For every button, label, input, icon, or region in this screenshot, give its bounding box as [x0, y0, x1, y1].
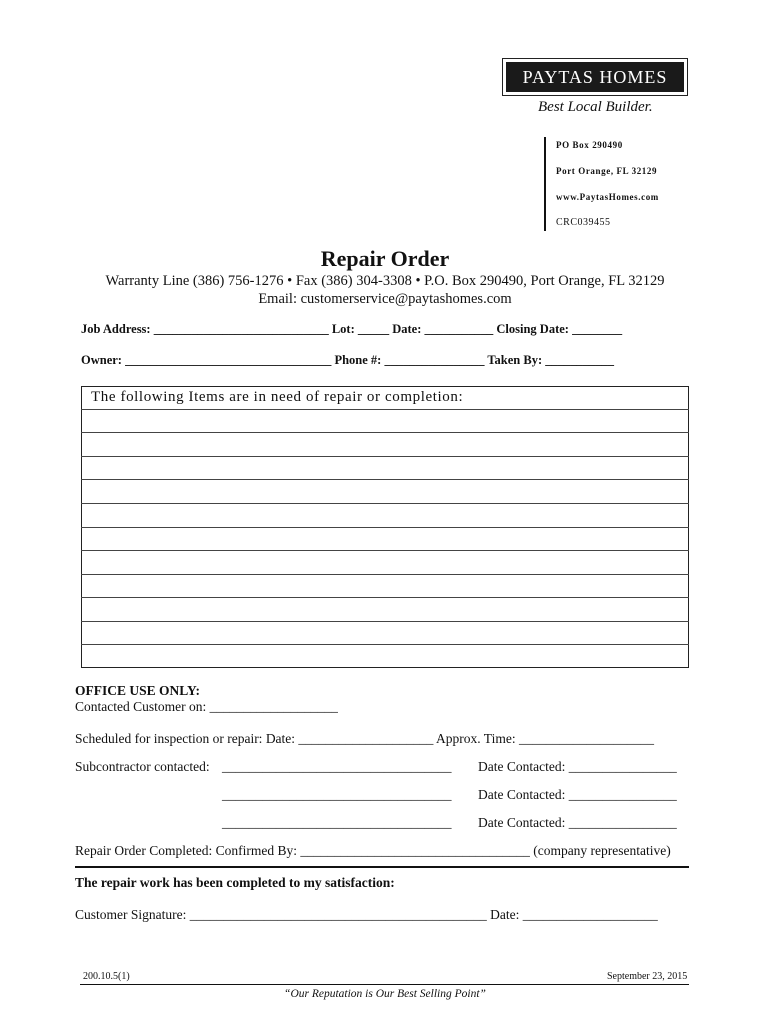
subcontractor-field[interactable]: __________________________________ [222, 759, 452, 774]
company-logo-text: PAYTAS HOMES [506, 62, 684, 92]
repair-item-line[interactable] [81, 503, 689, 504]
website: www.PaytasHomes.com [556, 192, 659, 202]
company-logo [502, 58, 688, 96]
repair-item-line[interactable] [81, 456, 689, 457]
license-number: CRC039455 [556, 217, 611, 228]
repair-item-line[interactable] [81, 550, 689, 551]
date-contacted-field[interactable]: Date Contacted: ________________ [478, 759, 677, 774]
repair-item-line[interactable] [81, 644, 689, 645]
subcontractor-field[interactable]: __________________________________ [222, 815, 452, 830]
scheduled-field[interactable]: Scheduled for inspection or repair: Date: ____________________ Approx. Time: ____________________ [75, 731, 654, 746]
subcontractor-label: Subcontractor contacted: [75, 759, 210, 774]
section-divider [75, 866, 689, 868]
repair-item-line[interactable] [81, 527, 689, 528]
completed-confirmed-field[interactable]: Repair Order Completed: Confirmed By: __________________________________ (company representative) [75, 843, 671, 858]
subcontractor-field[interactable]: __________________________________ [222, 787, 452, 802]
city-state-zip: Port Orange, FL 32129 [556, 166, 658, 176]
customer-signature-field[interactable]: Customer Signature: ____________________________________________ Date: ____________________ [75, 907, 658, 922]
repair-item-line[interactable] [81, 621, 689, 622]
footer-slogan: “Our Reputation is Our Best Selling Point” [284, 988, 486, 1000]
repair-item-line[interactable] [81, 574, 689, 575]
form-date: September 23, 2015 [607, 971, 688, 982]
company-tagline: Best Local Builder. [538, 99, 653, 115]
date-contacted-field[interactable]: Date Contacted: ________________ [478, 787, 677, 802]
repair-item-line[interactable] [81, 479, 689, 480]
job-address-row[interactable]: Job Address: ____________________________ Lot: _____ Date: ___________ Closing Date: ________ [81, 322, 623, 336]
repair-item-line[interactable] [81, 597, 689, 598]
footer-divider [80, 984, 689, 985]
address-divider [544, 137, 546, 231]
satisfaction-statement: The repair work has been completed to my satisfaction: [75, 875, 395, 890]
repair-items-header: The following Items are in need of repair or completion: [91, 389, 464, 405]
repair-item-line[interactable] [81, 409, 689, 410]
po-box: PO Box 290490 [556, 140, 623, 150]
owner-row[interactable]: Owner: _________________________________ Phone #: ________________ Taken By: ___________ [81, 353, 615, 367]
page-title: Repair Order [320, 246, 450, 271]
form-number: 200.10.5(1) [83, 971, 130, 982]
repair-item-line[interactable] [81, 432, 689, 433]
contacted-customer-field[interactable]: Contacted Customer on: ___________________ [75, 699, 338, 714]
office-use-heading: OFFICE USE ONLY: [75, 683, 201, 698]
contact-line: Warranty Line (386) 756-1276 • Fax (386) 304-3308 • P.O. Box 290490, Port Orange, FL 32129 [105, 273, 665, 289]
date-contacted-field[interactable]: Date Contacted: ________________ [478, 815, 677, 830]
email-line: Email: customerservice@paytashomes.com [258, 291, 512, 307]
